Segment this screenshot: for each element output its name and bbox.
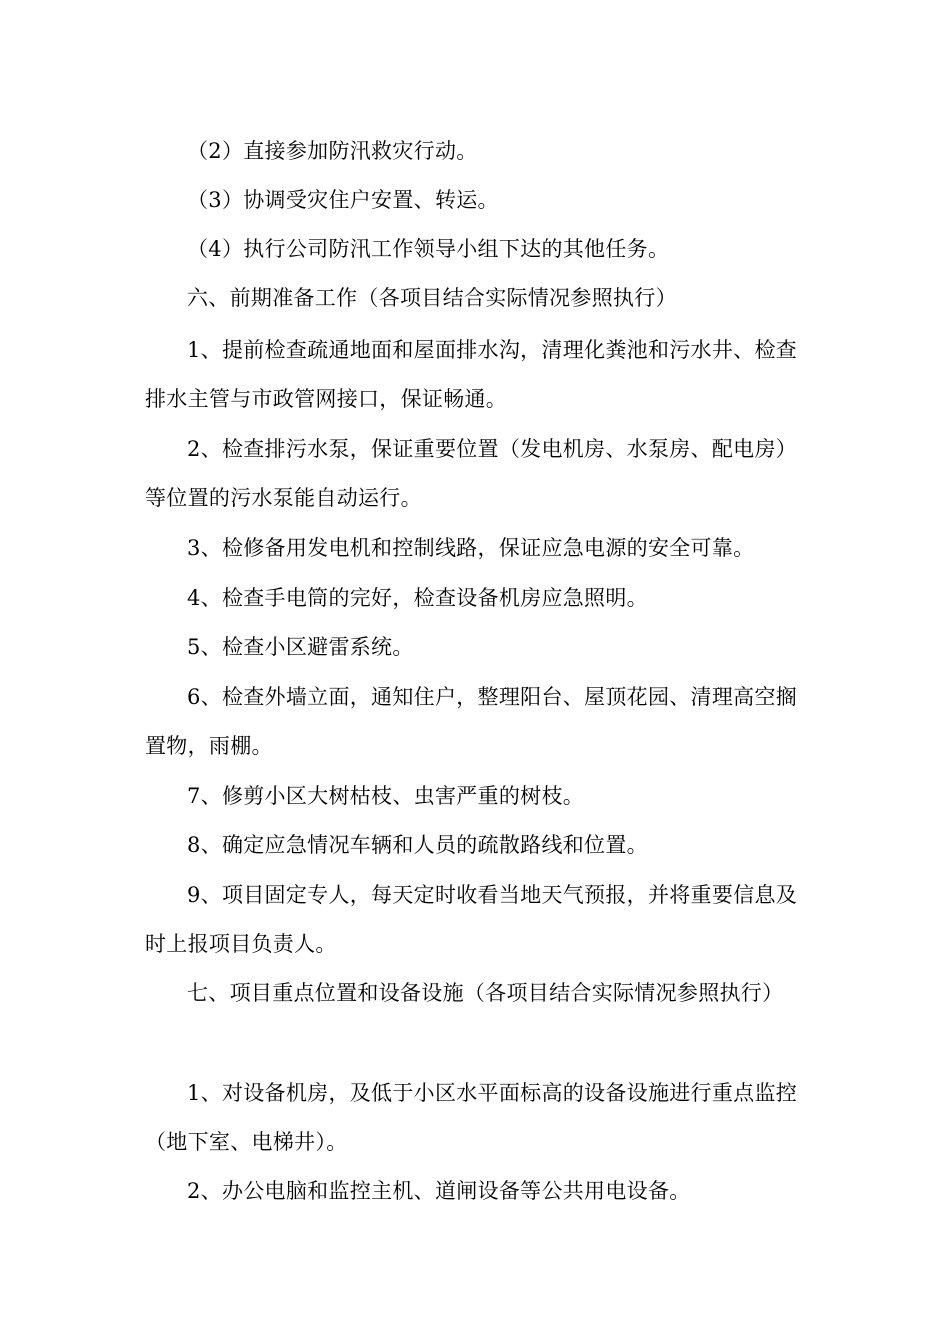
paragraph-prep-8: 8、确定应急情况车辆和人员的疏散路线和位置。: [187, 833, 648, 857]
paragraph-task-4: （4）执行公司防汛工作领导小组下达的其他任务。: [187, 237, 670, 261]
paragraph-prep-4: 4、检查手电筒的完好，检查设备机房应急照明。: [187, 586, 648, 610]
paragraph-prep-2: 2、检查排污水泵，保证重要位置（发电机房、水泵房、配电房）等位置的污水泵能自动运行。: [145, 437, 798, 510]
section-heading-preparation: 六、前期准备工作（各项目结合实际情况参照执行）: [187, 286, 677, 310]
paragraph-prep-3: 3、检修备用发电机和控制线路，保证应急电源的安全可靠。: [187, 536, 755, 560]
paragraph-task-3: （3）协调受灾住户安置、转运。: [187, 188, 499, 212]
paragraph-prep-7: 7、修剪小区大树枯枝、虫害严重的树枝。: [187, 784, 585, 808]
paragraph-task-2: （2）直接参加防汛救灾行动。: [187, 139, 478, 163]
section-heading-key-facilities: 七、项目重点位置和设备设施（各项目结合实际情况参照执行）: [187, 981, 784, 1005]
paragraph-prep-5: 5、检查小区避雷系统。: [187, 635, 414, 659]
paragraph-key-1: 1、对设备机房，及低于小区水平面标高的设备设施进行重点监控（地下室、电梯井）。: [145, 1081, 798, 1154]
paragraph-prep-1: 1、提前检查疏通地面和屋面排水沟，清理化粪池和污水井、检查排水主管与市政管网接口，保证畅通。: [145, 338, 798, 411]
paragraph-key-2: 2、办公电脑和监控主机、道闸设备等公共用电设备。: [187, 1179, 691, 1203]
paragraph-prep-9: 9、项目固定专人，每天定时收看当地天气预报，并将重要信息及时上报项目负责人。: [145, 883, 798, 956]
paragraph-prep-6: 6、检查外墙立面，通知住户，整理阳台、屋顶花园、清理高空搁置物，雨棚。: [145, 685, 798, 758]
